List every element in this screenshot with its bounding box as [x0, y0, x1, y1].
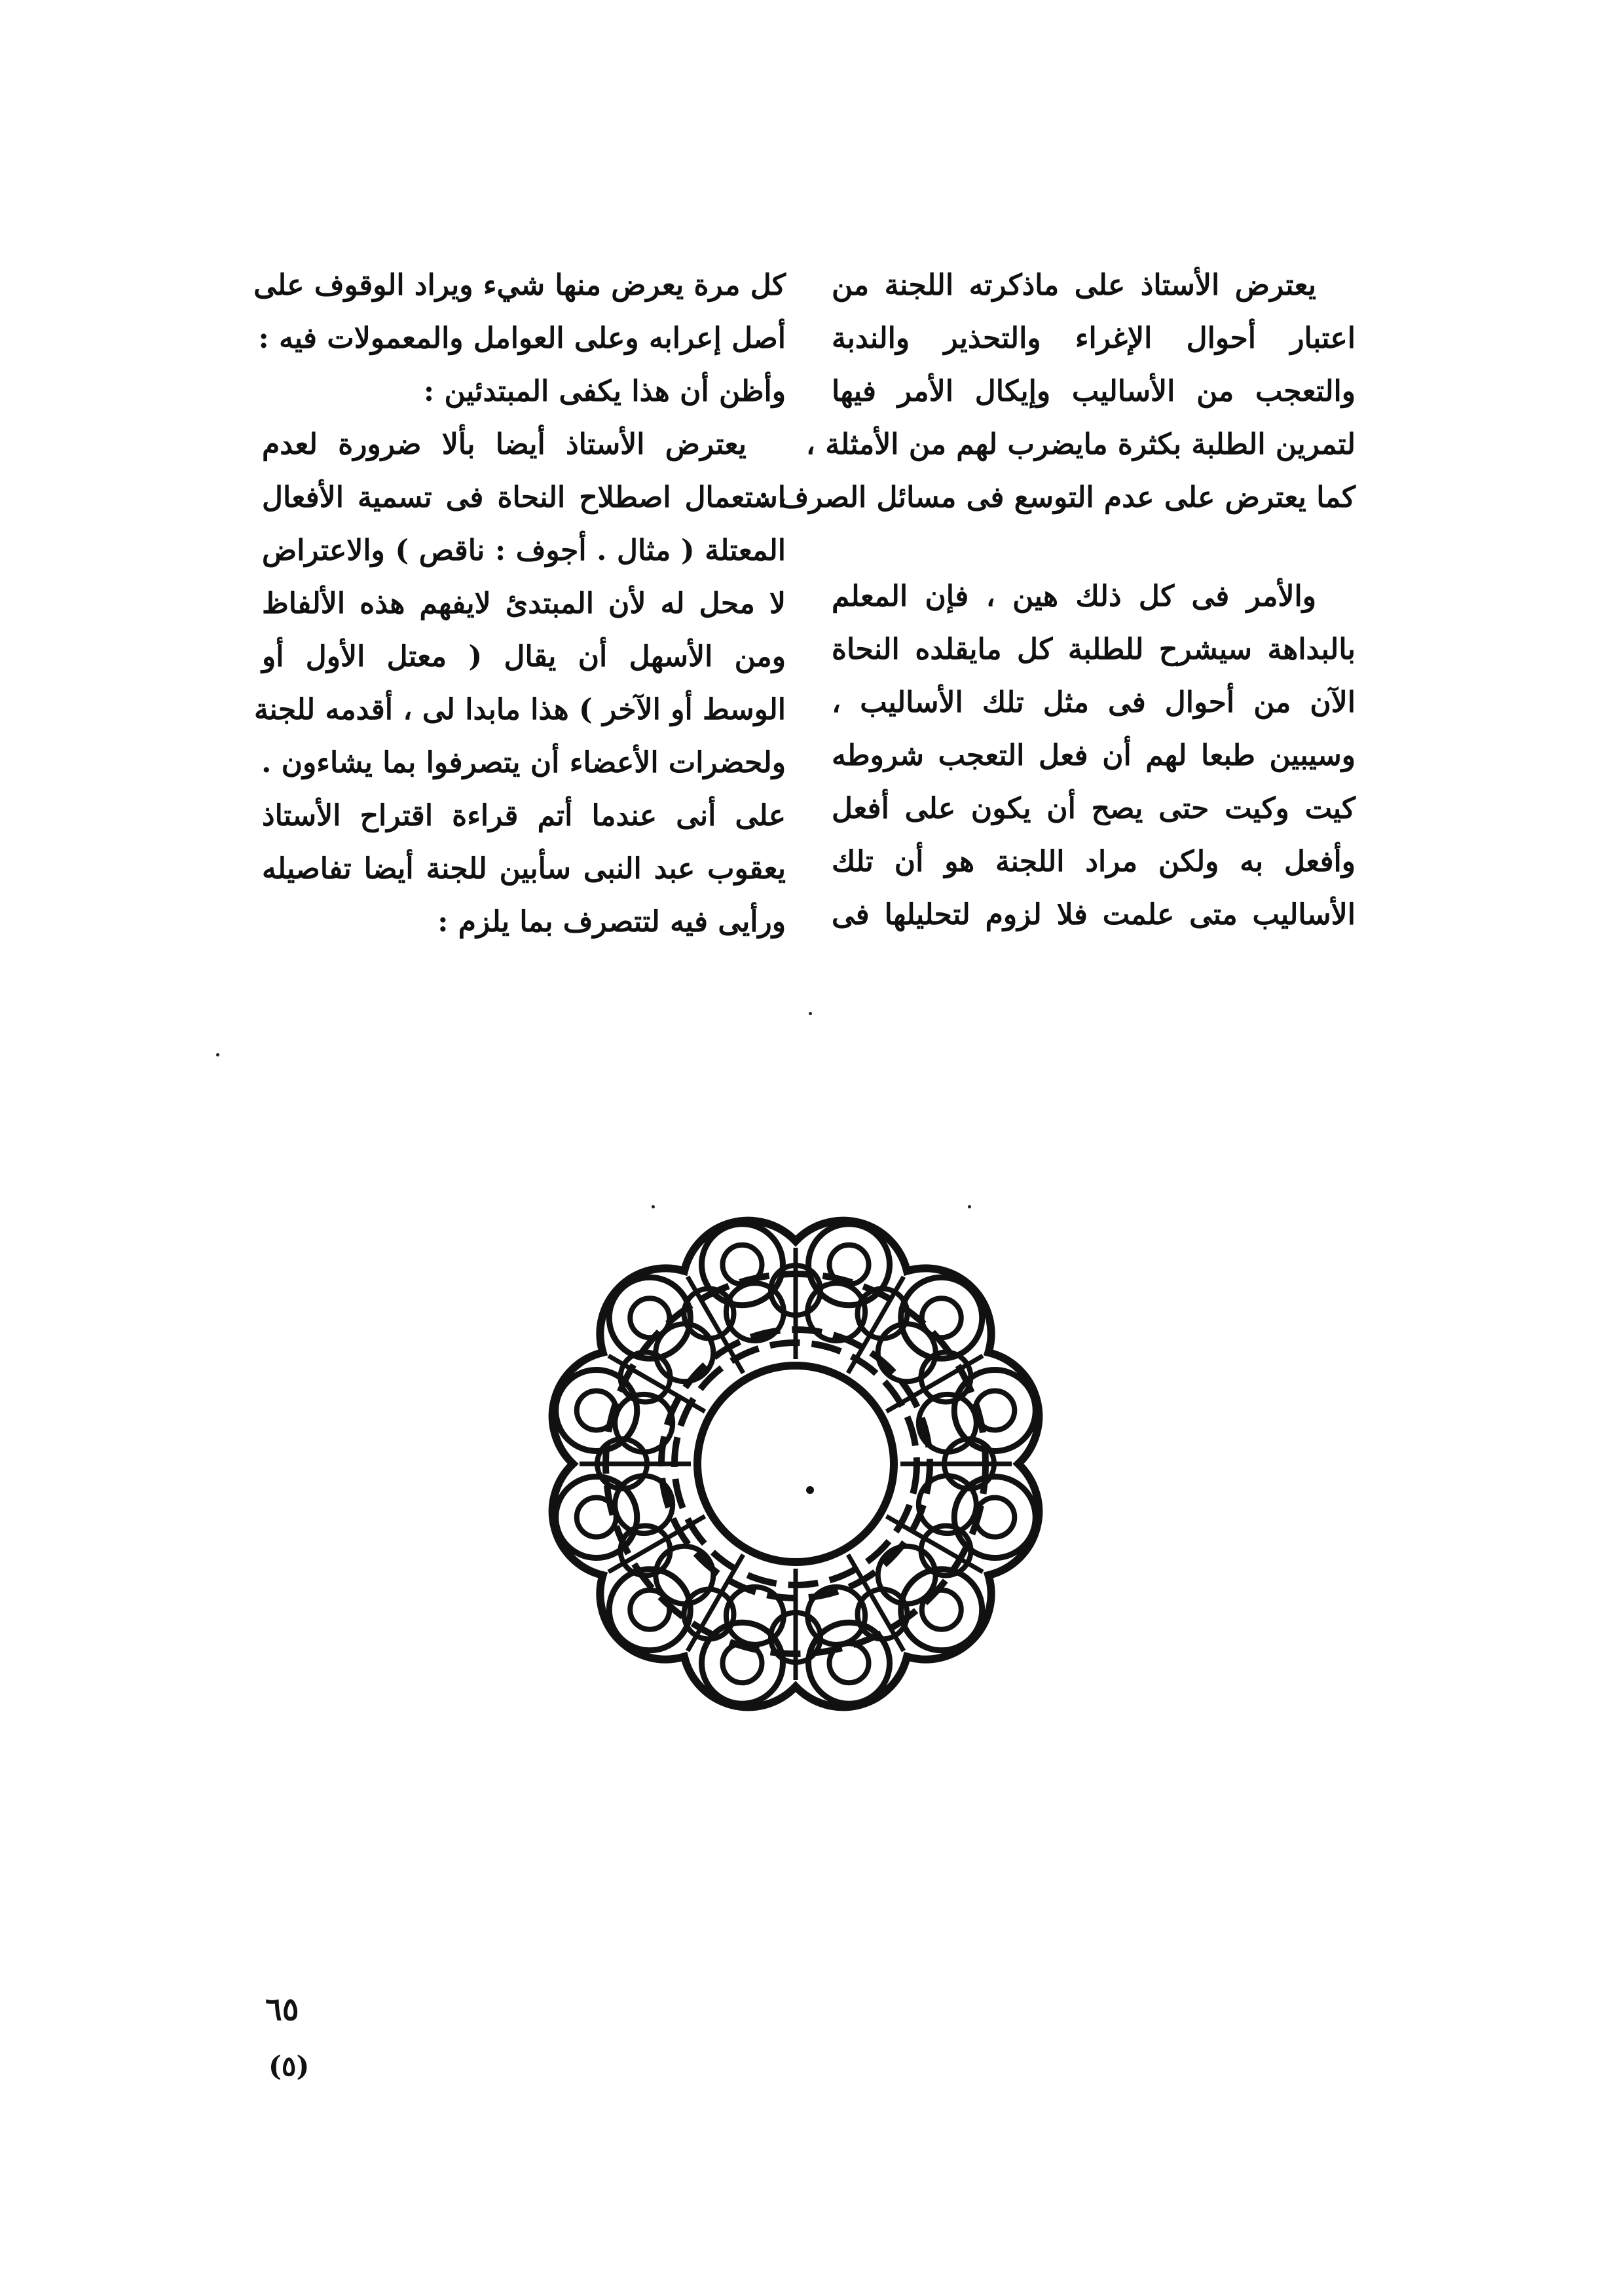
text-line: اعتبار أحوال الإغراء والتحذير والندبة: [832, 322, 1356, 355]
text-line: على أنى عندما أتم قراءة اقتراح الأستاذ: [262, 799, 786, 832]
text-line: لتمرين الطلبة بكثرة مايضرب لهم من الأمثلة ،: [805, 428, 1356, 461]
text-column-right: [758, 259, 1356, 941]
text-line: ومن الأسهل أن يقال ( معتل الأول أو: [262, 640, 786, 673]
text-line: المعتلة ( مثال . أجوف : ناقص ) والاعتراض: [262, 534, 786, 567]
text-line: كما يعترض على عدم التوسع فى مسائل الصرف :: [758, 481, 1356, 514]
text-line: الآن من أحوال فى مثل تلك الأساليب ،: [832, 686, 1356, 719]
page-number: ٦٥: [265, 1991, 299, 2028]
text-line: أصل إعرابه وعلى العوامل والمعمولات فيه :: [258, 322, 786, 355]
rosette-center-speck: [806, 1486, 814, 1494]
text-line: لا محل له لأن المبتدئ لايفهم هذه الألفاظ: [262, 587, 786, 620]
text-line: يعقوب عبد النبى سأبين للجنة أيضا تفاصيله: [262, 852, 786, 886]
text-line: استعمال اصطلاح النحاة فى تسمية الأفعال: [262, 481, 786, 514]
text-line: ولحضرات الأعضاء أن يتصرفوا بما يشاءون .: [261, 746, 786, 779]
text-line: يعترض الأستاذ على ماذكرته اللجنة من: [832, 269, 1316, 302]
text-line: وسيبين طبعا لهم أن فعل التعجب شروطه: [832, 739, 1356, 772]
rosette-ornament-body: [553, 1221, 1039, 1707]
text-line: وأفعل به ولكن مراد اللجنة هو أن تلك: [832, 845, 1356, 878]
text-line: كل مرة يعرض منها شيء ويراد الوقوف على: [253, 269, 786, 302]
signature-mark: (٥): [268, 2050, 310, 2082]
rosette-ornament: [507, 1169, 1084, 1759]
text-line: الأساليب متى علمت فلا لزوم لتحليلها فى: [832, 898, 1356, 931]
text-line: الوسط أو الآخر ) هذا مابدا لى ، أقدمه للجنة: [253, 693, 786, 726]
text-line: والتعجب من الأساليب وإيكال الأمر فيها: [832, 375, 1356, 408]
print-speck: [652, 1205, 655, 1208]
text-line: بالبداهة سيشرح للطلبة كل مايقلده النحاة: [832, 633, 1356, 666]
print-speck: [216, 1053, 219, 1056]
text-line: وأظن أن هذا يكفى المبتدئين :: [423, 375, 786, 408]
text-line: والأمر فى كل ذلك هين ، فإن المعلم: [832, 580, 1316, 613]
rosette-center-ring: [697, 1366, 894, 1562]
text-line: ورأيى فيه لتتصرف بما يلزم :: [437, 905, 786, 939]
text-column-left: [253, 259, 786, 948]
print-speck: [809, 1012, 812, 1015]
text-line: يعترض الأستاذ أيضا بألا ضرورة لعدم: [262, 428, 747, 461]
text-line: كيت وكيت حتى يصح أن يكون على أفعل: [832, 792, 1356, 825]
print-speck: [968, 1205, 971, 1208]
